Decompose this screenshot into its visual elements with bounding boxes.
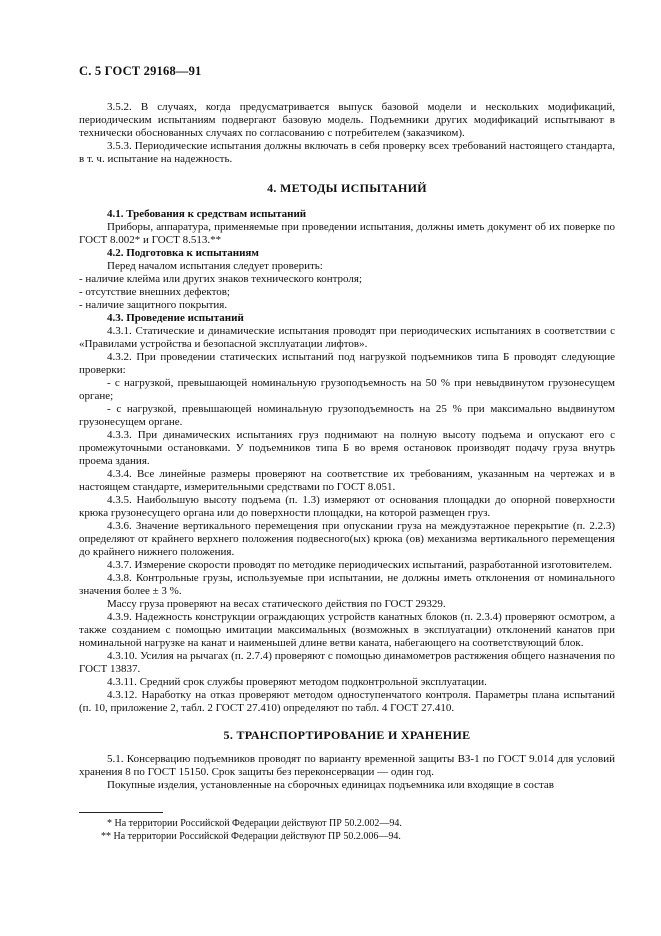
- subsection-4-2-text: Перед началом испытания следует проверить:: [107, 260, 323, 272]
- paragraph-4-3-7: 4.3.7. Измерение скорости проводят по методике периодических испытаний, разработанной изготовителем.: [107, 559, 612, 571]
- section-5-heading: 5. ТРАНСПОРТИРОВАНИЕ И ХРАНЕНИЕ: [223, 728, 471, 742]
- paragraph-4-3-2: 4.3.2. При проведении статических испытаний под нагрузкой подъемников типа Б проводят следующие проверки:: [79, 351, 615, 376]
- check-list-item: - наличие защитного покрытия.: [79, 299, 228, 311]
- paragraph-4-3-11: 4.3.11. Средний срок службы проверяют методом подконтрольной эксплуатации.: [107, 676, 487, 688]
- paragraph-3-5-3: 3.5.3. Периодические испытания должны включать в себя проверку всех требований настоящего стандарта, в т. ч. испытание на надежность.: [79, 140, 615, 165]
- footnote-2: ** На территории Российской Федерации действуют ПР 50.2.006—94.: [101, 831, 401, 842]
- paragraph-4-3-6: 4.3.6. Значение вертикального перемещения при опускании груза на междуэтажное перекрытие (п. 2.2.3) определяют от крайнего верхнего положения подвесного(ых) крюка (ов) механизма вертикального перемещения до крайнего нижнего положения.: [79, 520, 615, 558]
- page-header: С. 5 ГОСТ 29168—91: [79, 64, 202, 78]
- paragraph-4-3-5: 4.3.5. Наибольшую высоту подъема (п. 1.3) измеряют от основания площадки до опорной поверхности крюка грузонесущего органа или до поверхности площадки, на которой размещен груз.: [79, 494, 615, 519]
- check-list-item: - отсутствие внешних дефектов;: [79, 286, 230, 298]
- paragraph-4-3-3: 4.3.3. При динамических испытаниях груз поднимают на полную высоту подъема и опускают его с промежуточными остановками. У подъемников типа Б во время остановок производят подачу груза внутрь проема здания.: [79, 429, 615, 467]
- paragraph-4-3-2-item: - с нагрузкой, превышающей номинальную грузоподъемность на 50 % при невыдвинутом грузонесущем органе;: [79, 377, 615, 402]
- paragraph-4-3-2-item: - с нагрузкой, превышающей номинальную грузоподъемность на 25 % при максимально выдвинутом грузонесущем органе.: [79, 403, 615, 428]
- section-4-heading: 4. МЕТОДЫ ИСПЫТАНИЙ: [267, 181, 427, 195]
- paragraph-4-3-8-mass: Массу груза проверяют на весах статического действия по ГОСТ 29329.: [107, 598, 446, 610]
- check-list-item: - наличие клейма или других знаков технического контроля;: [79, 273, 363, 285]
- paragraph-4-3-4: 4.3.4. Все линейные размеры проверяют на соответствие их требованиям, указанным на чертежах и в настоящем стандарте, измерительными средствами по ГОСТ 8.051.: [79, 468, 615, 493]
- subsection-4-1-text: Приборы, аппаратура, применяемые при проведении испытания, должны иметь документ об их поверке по ГОСТ 8.002* и ГОСТ 8.513.**: [79, 221, 615, 246]
- paragraph-5-1: 5.1. Консервацию подъемников проводят по варианту временной защиты ВЗ-1 по ГОСТ 9.014 для условий хранения 8 по ГОСТ 15150. Срок защиты без переконсервации — один год.: [79, 753, 615, 778]
- paragraph-5-1-continued: Покупные изделия, установленные на сборочных единицах подъемника или входящие в состав: [107, 779, 555, 791]
- paragraph-3-5-2: 3.5.2. В случаях, когда предусматривается выпуск базовой модели и нескольких модификаций, периодическим испытаниям подвергают базовую модель. Подъемники других модификаций испытывают в технически обоснованных случаях по согласованию с потребителем (заказчиком).: [79, 101, 615, 139]
- subsection-4-2-title: 4.2. Подготовка к испытаниям: [107, 247, 259, 259]
- footnotes: [79, 812, 615, 843]
- document-body: [79, 101, 615, 792]
- paragraph-4-3-12: 4.3.12. Наработку на отказ проверяют методом одноступенчатого контроля. Параметры плана испытаний (п. 10, приложение 2, табл. 2 ГОСТ 27.410) определяют по табл. 4 ГОСТ 27.410.: [79, 689, 615, 714]
- paragraph-4-3-8: 4.3.8. Контрольные грузы, используемые при испытании, не должны иметь отклонения от номинального значения более ± 3 %.: [79, 572, 615, 597]
- paragraph-4-3-1: 4.3.1. Статические и динамические испытания проводят при периодических испытаниях в соответствии с «Правилами устройства и безопасной эксплуатации лифтов».: [79, 325, 615, 350]
- subsection-4-1-title: 4.1. Требования к средствам испытаний: [107, 208, 307, 220]
- paragraph-4-3-9: 4.3.9. Надежность конструкции ограждающих устройств канатных блоков (п. 2.3.4) проверяют осмотром, а также созданием с помощью имитации максимальных (возможных в эксплуатации) отклонений канатов при номинальной нагрузке на канат и наименьшей длине ветви каната, набегающего на соответствующий блок.: [79, 611, 615, 649]
- footnote-1: * На территории Российской Федерации действуют ПР 50.2.002—94.: [107, 818, 402, 829]
- paragraph-4-3-10: 4.3.10. Усилия на рычагах (п. 2.7.4) проверяют с помощью динамометров растяжения общего назначения по ГОСТ 13837.: [79, 650, 615, 675]
- footnote-divider: [79, 812, 163, 813]
- subsection-4-3-title: 4.3. Проведение испытаний: [107, 312, 244, 324]
